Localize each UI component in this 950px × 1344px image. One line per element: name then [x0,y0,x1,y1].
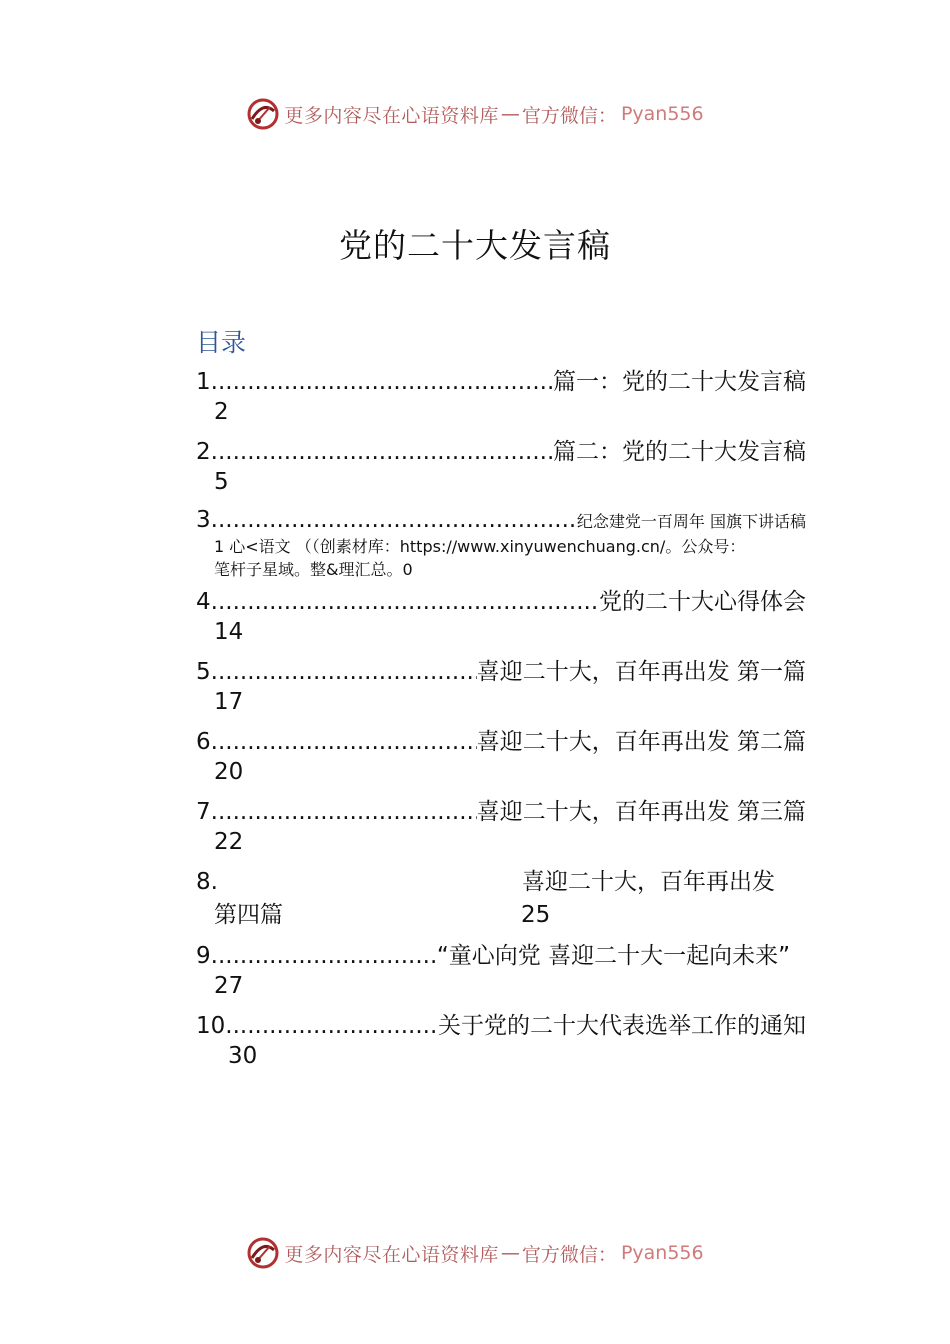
footer-banner [0,1233,950,1273]
toc-page: 30 [228,1043,258,1069]
toc-leader [233,1011,438,1041]
toc-subtext: 1 心<语文 （（创素材库：https://www.xinyuwenchuang.cn/。公众号： [214,537,746,556]
banner-wechat-id: Pyan556 [620,103,704,125]
toc-number: 9. [196,943,218,969]
toc-title[interactable]: 篇一：党的二十大发言稿 [553,369,806,395]
banner-wechat-label: 官方微信： [521,1243,617,1266]
toc-page: 20 [214,759,244,785]
toc-page: 25 [521,902,551,928]
banner-wechat-id: Pyan556 [620,1242,704,1264]
toc-entry-6[interactable] [196,727,806,787]
toc-title[interactable]: 关于党的二十大代表选举工作的通知 [438,1013,806,1039]
toc-number: 4. [196,589,218,615]
toc-page: 2 [214,399,229,425]
toc-subtext: 笔杆子星域。整&理汇总。0 [214,560,413,579]
banner-text: 更多内容尽在心语资料库 [284,104,499,127]
toc-entry-9[interactable] [196,941,790,1001]
toc-leader [218,587,599,617]
toc-heading: 目录 [196,328,247,357]
toc-entry-10[interactable] [196,1011,806,1071]
toc-number: 10. [196,1013,233,1039]
toc-title[interactable]: “童心向党 喜迎二十大一起向未来” [436,943,790,969]
toc-leader [218,941,437,971]
toc-number: 3. [196,507,218,533]
toc-number: 5. [196,659,218,685]
header-banner [0,94,950,134]
toc-entry-3[interactable] [196,505,806,581]
toc-title[interactable]: 纪念建党一百周年 国旗下讲话稿 [576,512,806,531]
banner-separator: — [500,1242,520,1264]
toc-page: 14 [214,619,244,645]
toc-number: 8. [196,869,218,895]
brand-logo-icon [246,1236,280,1270]
toc-entry-7[interactable] [196,797,806,857]
toc-leader [218,657,477,687]
banner-wechat-label: 官方微信： [521,104,617,127]
toc-page: 22 [214,829,244,855]
banner-text: 更多内容尽在心语资料库 [284,1243,499,1266]
toc-leader [218,367,553,397]
toc-page: 17 [214,689,244,715]
document-title: 党的二十大发言稿 [339,226,611,265]
toc-page: 5 [214,469,229,495]
toc-page: 27 [214,973,244,999]
toc-leader [218,727,477,757]
toc-entry-1[interactable] [196,367,806,427]
toc-number: 1. [196,369,218,395]
toc-title[interactable]: 党的二十大心得体会 [599,589,806,615]
toc-number: 2. [196,439,218,465]
toc-title[interactable]: 喜迎二十大，百年再出发 [522,869,775,895]
brand-logo-icon [246,97,280,131]
toc-title[interactable]: 喜迎二十大，百年再出发 第三篇 [476,799,806,825]
toc-title[interactable]: 喜迎二十大，百年再出发 第一篇 [476,659,806,685]
toc-leader [218,437,553,467]
toc-number: 6. [196,729,218,755]
toc-leader [218,505,577,535]
toc-entry-5[interactable] [196,657,806,717]
toc-title-continued[interactable]: 第四篇 [214,902,283,928]
toc-entry-2[interactable] [196,437,806,497]
toc-entry-4[interactable] [196,587,806,647]
toc-entry-8[interactable] [196,867,802,930]
toc-leader [218,797,477,827]
toc-title[interactable]: 喜迎二十大，百年再出发 第二篇 [476,729,806,755]
toc-number: 7. [196,799,218,825]
toc-title[interactable]: 篇二：党的二十大发言稿 [553,439,806,465]
banner-separator: — [500,103,520,125]
